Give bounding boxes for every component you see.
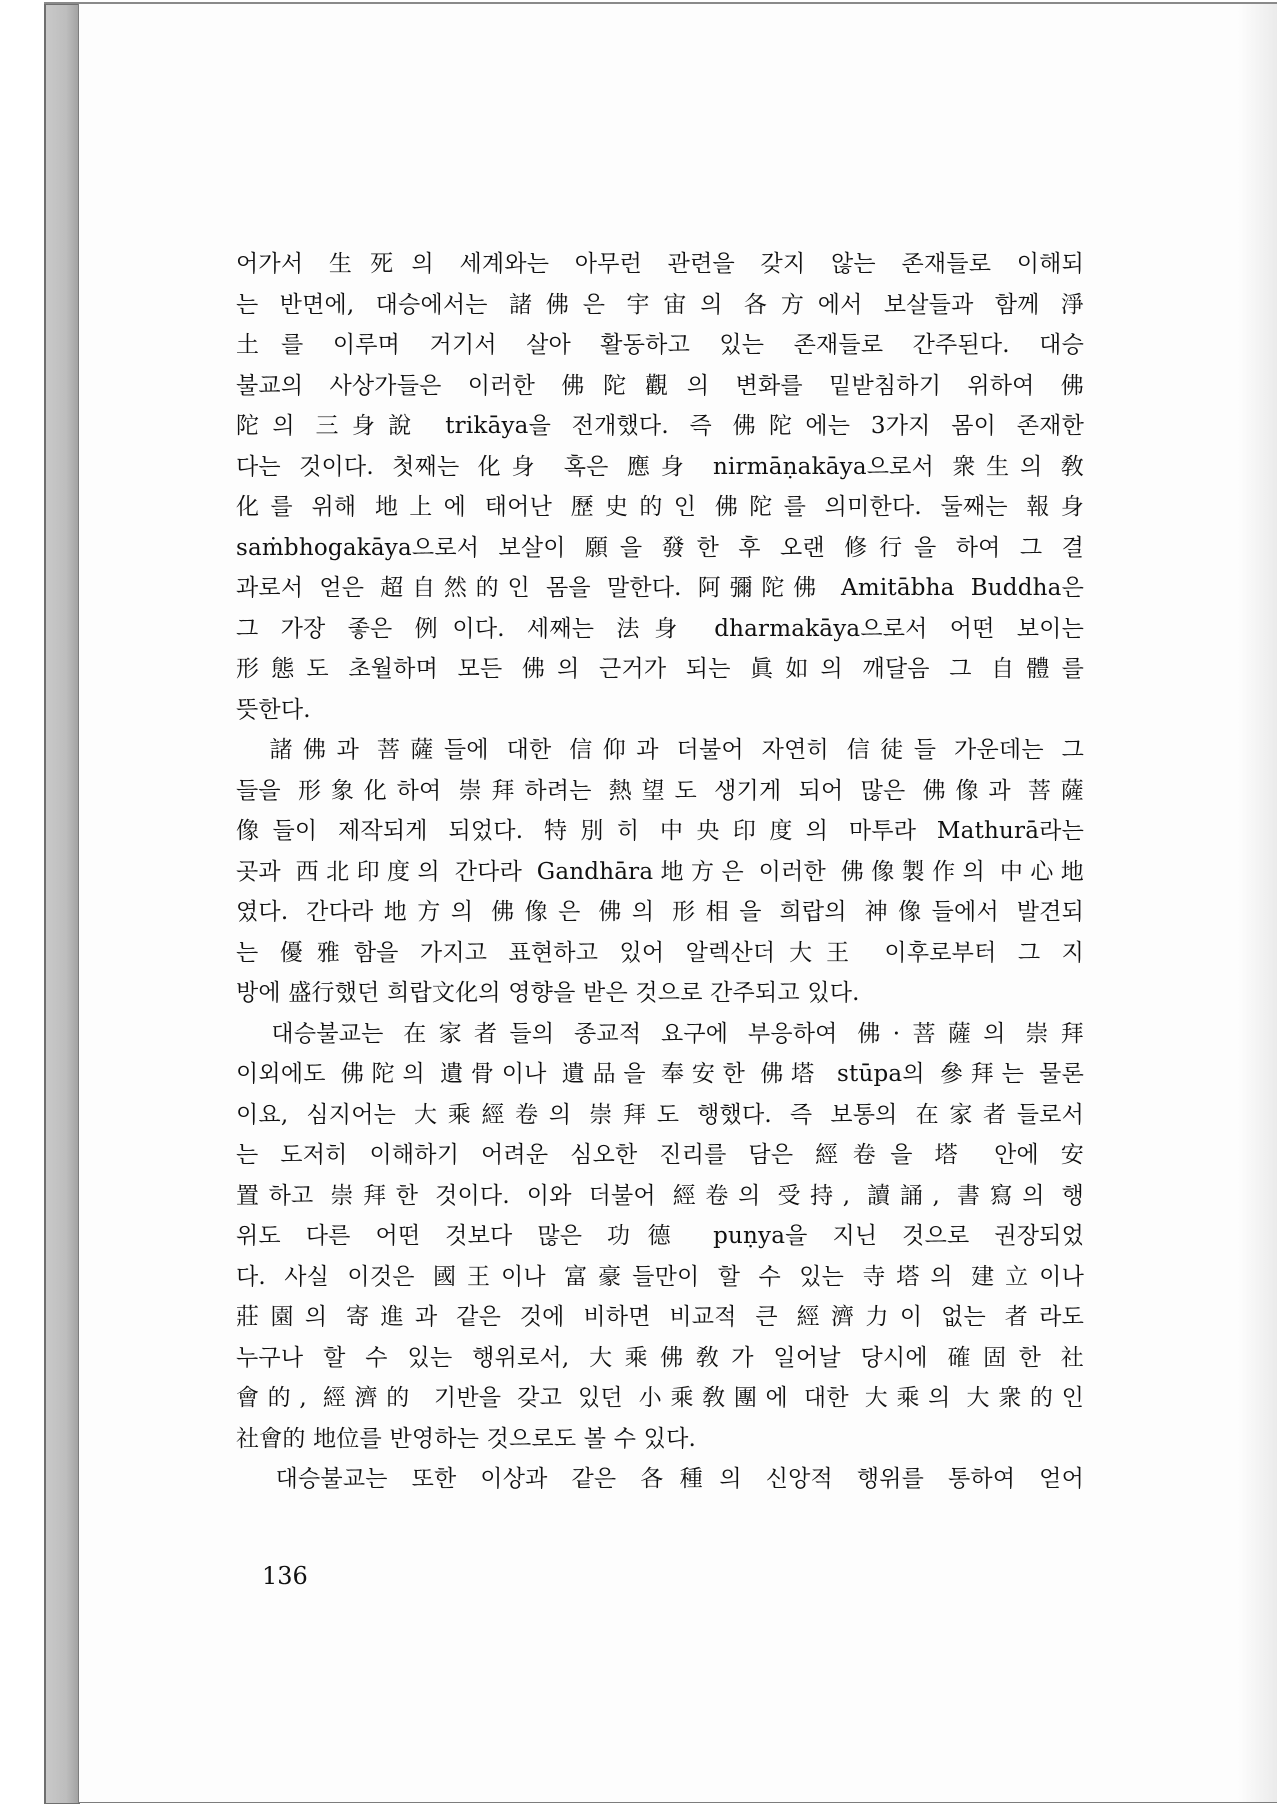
page-number: 136 [262, 1562, 308, 1590]
text-line: 대승불교는 또한 이상과 같은 各種의 신앙적 행위를 통하여 얻어 [236, 1466, 1084, 1492]
text-line: 다. 사실 이것은 國王이나 富豪들만이 할 수 있는 寺塔의 建立이나 [236, 1263, 1084, 1290]
text-line: 곳과 西北印度의 간다라 Gandhāra地方은 이러한 佛像製作의 中心地 [236, 858, 1084, 885]
text-line: 像들이 제작되게 되었다. 特別히 中央印度의 마투라 Mathurā라는 [236, 818, 1084, 844]
text-line: 방에 盛行했던 희랍文化의 영향을 받은 것으로 간주되고 있다. [236, 980, 860, 1006]
text-line: 이요, 심지어는 大乘經卷의 崇拜도 행했다. 즉 보통의 在家者들로서 [236, 1101, 1084, 1128]
text-line: 불교의 사상가들은 이러한 佛陀觀의 변화를 밑받침하기 위하여 佛 [236, 372, 1084, 399]
text-line: 였다. 간다라地方의 佛像은 佛의 形相을 희랍의 神像들에서 발견되 [236, 899, 1084, 925]
text-line: 이외에도 佛陀의 遺骨이나 遺品을 奉安한 佛塔 stūpa의 參拜는 물론 [236, 1061, 1084, 1087]
text-line: 위도 다른 어떤 것보다 많은 功德 puṇya을 지닌 것으로 권장되었 [236, 1223, 1084, 1249]
text-line: 置하고 崇拜한 것이다. 이와 더불어 經卷의 受持, 讀誦, 書寫의 행 [236, 1182, 1084, 1209]
book-spine [44, 4, 80, 1804]
text-line: 化를 위해 地上에 태어난 歷史的인 佛陀를 의미한다. 둘째는 報身 [236, 494, 1084, 520]
text-line: 어가서 生死의 세계와는 아무런 관련을 갖지 않는 존재들로 이해되 [236, 251, 1084, 277]
text-line: 會的, 經濟的 기반을 갖고 있던 小乘敎團에 대한 大乘의 大衆的인 [236, 1385, 1084, 1411]
text-line: 들을 形象化하여 崇拜하려는 熱望도 생기게 되어 많은 佛像과 菩薩 [236, 777, 1084, 804]
text-line: 는 도저히 이해하기 어려운 심오한 진리를 담은 經卷을 塔 안에 安 [236, 1142, 1084, 1168]
text-line: 다는 것이다. 첫째는 化身 혹은 應身 nirmāṇakāya으로서 衆生의 敎 [236, 453, 1084, 480]
text-line: 土를 이루며 거기서 살아 활동하고 있는 존재들로 간주된다. 대승 [236, 332, 1084, 358]
text-line: 는 優雅함을 가지고 표현하고 있어 알렉산더大王 이후로부터 그 지 [236, 939, 1084, 966]
text-line: 形態도 초월하며 모든 佛의 근거가 되는 眞如의 깨달음 그 自體를 [236, 656, 1084, 682]
text-line: 대승불교는 在家者들의 종교적 요구에 부응하여 佛·菩薩의 崇拜 [236, 1020, 1084, 1047]
text-line: 社會的 地位를 반영하는 것으로도 볼 수 있다. [236, 1425, 697, 1452]
body-text [236, 244, 1084, 1500]
text-line: 莊園의 寄進과 같은 것에 비하면 비교적 큰 經濟力이 없는 者라도 [236, 1304, 1084, 1330]
text-line: saṁbhogakāya으로서 보살이 願을 發한 후 오랜 修行을 하여 그 결 [236, 534, 1084, 561]
text-line: 누구나 할 수 있는 행위로서, 大乘佛敎가 일어날 당시에 確固한 社 [236, 1344, 1084, 1371]
text-line: 과로서 얻은 超自然的인 몸을 말한다. 阿彌陀佛 Amitābha Buddha은 [236, 575, 1084, 601]
text-line: 諸佛과 菩薩들에 대한 信仰과 더불어 자연히 信徒들 가운데는 그 [236, 737, 1084, 763]
text-line: 뜻한다. [236, 696, 311, 723]
text-line: 는 반면에, 대승에서는 諸佛은 宇宙의 各方에서 보살들과 함께 淨 [236, 291, 1084, 318]
text-line: 陀의 三身說 trikāya을 전개했다. 즉 佛陀에는 3가지 몸이 존재한 [236, 413, 1084, 439]
text-line: 그 가장 좋은 例이다. 세째는 法身 dharmakāya으로서 어떤 보이는 [236, 615, 1084, 642]
